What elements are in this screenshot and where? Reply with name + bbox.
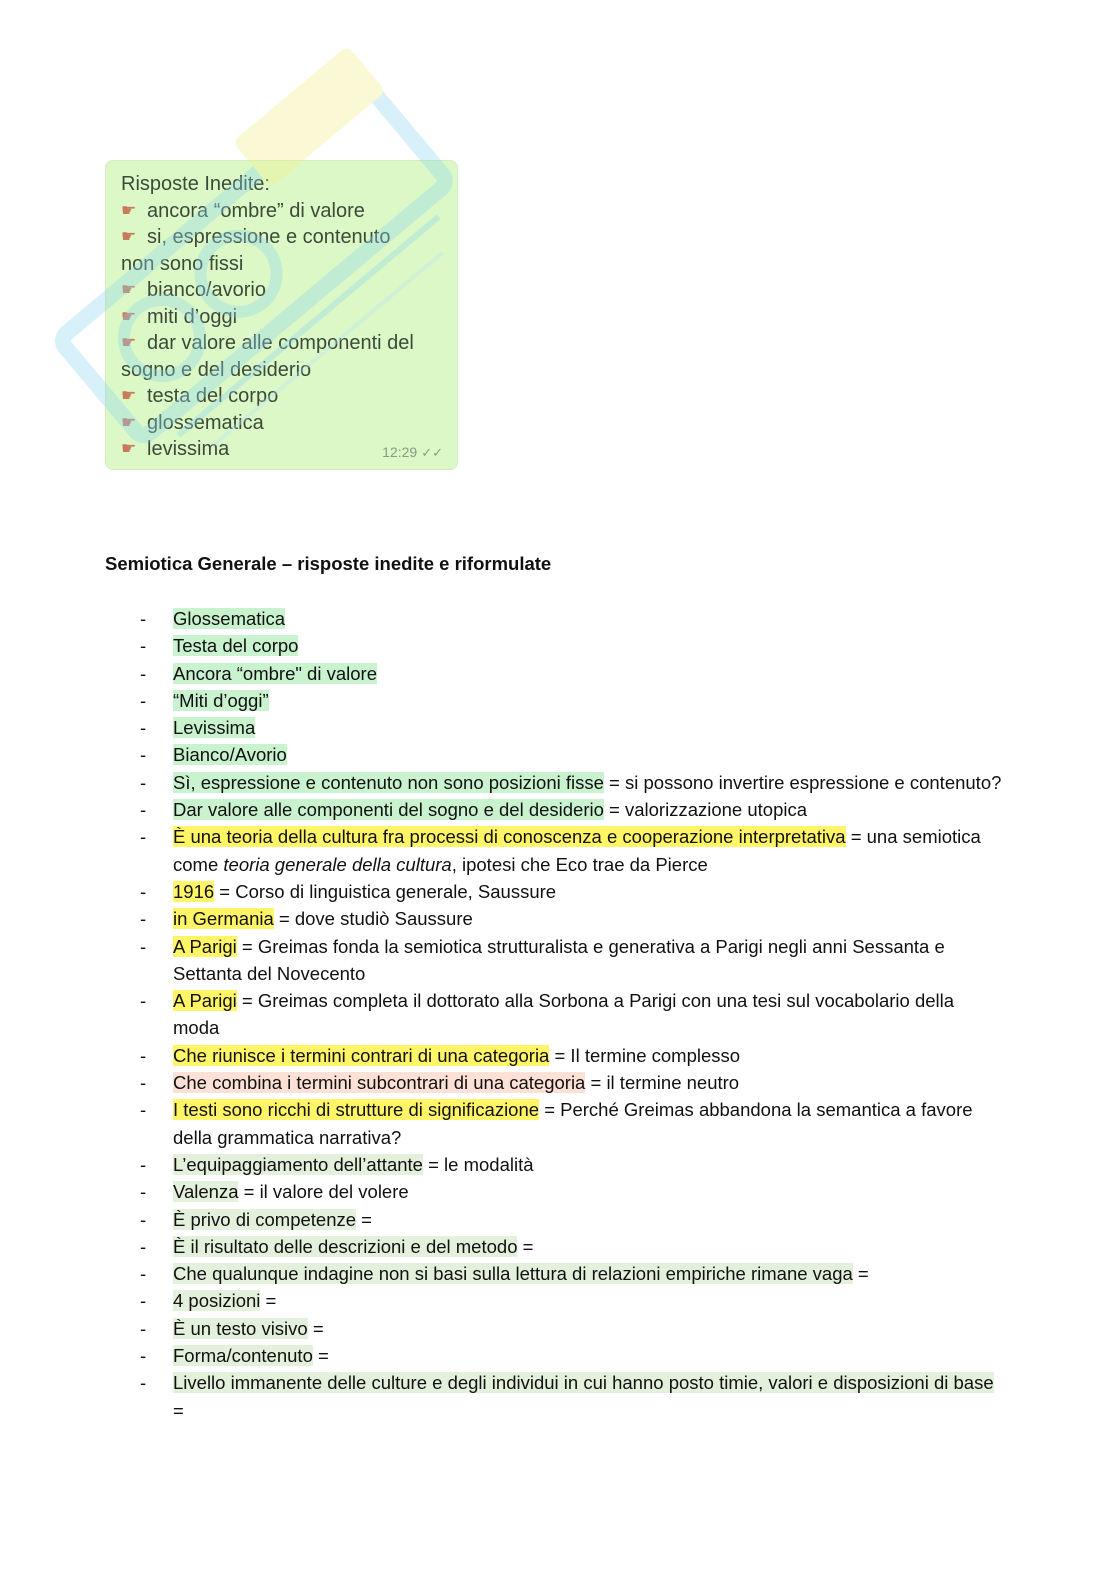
- list-item: [105, 1069, 1005, 1096]
- highlighted-answer: Levissima: [173, 717, 256, 739]
- list-item: [105, 687, 1005, 714]
- pointing-hand-icon: ☛: [121, 333, 137, 352]
- highlighted-answer: Sì, espressione e contenuto non sono posizioni fisse: [173, 771, 604, 793]
- list-bullet: -: [140, 1181, 147, 1203]
- answer-explanation: = il termine neutro: [585, 1072, 740, 1094]
- answer-explanation: =: [260, 1290, 277, 1312]
- pointing-hand-icon: ☛: [121, 280, 137, 299]
- highlighted-answer: 1916: [173, 880, 215, 902]
- pointing-hand-icon: ☛: [121, 227, 137, 246]
- highlighted-answer: Forma/contenuto: [173, 1345, 313, 1367]
- answer-explanation: = dove studiò Saussure: [273, 908, 473, 930]
- answer-explanation: = le modalità: [422, 1153, 534, 1175]
- highlighted-answer: A Parigi: [173, 990, 237, 1012]
- chat-bubble-line-text: bianco/avorio: [147, 279, 266, 301]
- list-item: [105, 1151, 1005, 1178]
- list-item: [105, 1287, 1005, 1314]
- list-item: [105, 823, 1005, 878]
- chat-bubble-line: [121, 304, 443, 331]
- highlighted-answer: Che combina i termini subcontrari di una categoria: [173, 1072, 586, 1094]
- chat-bubble-line-text: sogno e del desiderio: [121, 358, 312, 381]
- highlighted-answer: Che riunisce i termini contrari di una categoria: [173, 1044, 550, 1066]
- list-bullet: -: [140, 1235, 147, 1257]
- chat-bubble-line: [121, 410, 443, 437]
- pointing-hand-icon: ☛: [121, 439, 137, 458]
- list-item: [105, 1342, 1005, 1369]
- list-item: [105, 632, 1005, 659]
- list-item: [105, 769, 1005, 796]
- list-item: [105, 714, 1005, 741]
- highlighted-answer: Glossematica: [173, 608, 286, 629]
- answer-explanation: = Corso di linguistica generale, Saussure: [214, 880, 557, 902]
- pointing-hand-icon: ☛: [121, 386, 137, 405]
- list-item: [105, 741, 1005, 768]
- list-item: [105, 1096, 1005, 1151]
- read-ticks-icon: ✓✓: [421, 445, 443, 460]
- list-bullet: -: [140, 1263, 147, 1285]
- chat-bubble-line: [121, 383, 443, 410]
- highlighted-answer: È il risultato delle descrizioni e del metodo: [173, 1235, 518, 1257]
- chat-bubble-line-text: levissima: [147, 438, 230, 460]
- highlighted-answer: Valenza: [173, 1181, 239, 1203]
- answer-explanation: = si possono invertire espressione e contenuto?: [603, 771, 1002, 793]
- chat-bubble-line-text: testa del corpo: [147, 385, 279, 407]
- highlighted-answer: Testa del corpo: [173, 635, 299, 657]
- answer-list: [105, 605, 1005, 1424]
- highlighted-answer: È un testo visivo: [173, 1317, 308, 1339]
- chat-bubble-line: [121, 357, 443, 384]
- chat-bubble-line: [121, 277, 443, 304]
- highlighted-answer: Ancora “ombre" di valore: [173, 662, 377, 684]
- answer-explanation: = Greimas completa il dottorato alla Sorbona a Parigi con una tesi sul vocabolario della moda: [173, 990, 955, 1039]
- chat-bubble-line-text: ancora “ombre” di valore: [147, 199, 365, 222]
- answer-explanation: =: [517, 1235, 534, 1257]
- answer-explanation: = il valore del volere: [238, 1181, 409, 1203]
- chat-bubble-line-text: non sono fissi: [121, 252, 244, 275]
- list-bullet: -: [140, 662, 147, 684]
- answer-explanation: =: [356, 1208, 372, 1230]
- chat-bubble-line: [121, 198, 443, 225]
- pointing-hand-icon: ☛: [121, 412, 137, 432]
- highlighted-answer: L’equipaggiamento dell’attante: [173, 1153, 423, 1175]
- list-bullet: -: [140, 635, 147, 657]
- list-bullet: -: [140, 744, 147, 766]
- list-item: [105, 1315, 1005, 1342]
- list-item: [105, 1206, 1005, 1233]
- list-bullet: -: [140, 799, 147, 821]
- chat-bubble-line-text: glossematica: [147, 411, 264, 434]
- list-item: [105, 1178, 1005, 1205]
- highlighted-answer: A Parigi: [173, 935, 237, 957]
- chat-bubble-line-text: dar valore alle componenti del: [147, 332, 414, 354]
- list-item: [105, 905, 1005, 932]
- list-bullet: -: [140, 689, 147, 711]
- answer-explanation: =: [173, 1399, 184, 1421]
- chat-bubble-line-text: si, espressione e contenuto: [147, 226, 391, 248]
- list-item: [105, 1260, 1005, 1287]
- pointing-hand-icon: ☛: [121, 306, 137, 326]
- chat-bubble-line: [121, 251, 443, 278]
- list-item: [105, 605, 1005, 632]
- answer-explanation: = Il termine complesso: [549, 1044, 741, 1066]
- pointing-hand-icon: ☛: [121, 200, 137, 220]
- list-bullet: -: [140, 1153, 147, 1175]
- message-time: 12:29 ✓✓: [382, 444, 443, 460]
- list-bullet: -: [140, 1208, 147, 1230]
- list-bullet: -: [140, 826, 147, 848]
- list-bullet: -: [140, 1317, 147, 1339]
- list-item: [105, 796, 1005, 823]
- list-item: [105, 933, 1005, 988]
- highlighted-answer: È privo di competenze: [173, 1208, 357, 1230]
- list-item: [105, 1233, 1005, 1260]
- answer-explanation: =: [312, 1345, 329, 1367]
- chat-bubble-line: [121, 330, 443, 357]
- list-bullet: -: [140, 717, 147, 739]
- list-bullet: -: [140, 1290, 147, 1312]
- highlighted-answer: Livello immanente delle culture e degli individui in cui hanno posto timie, valori e disposizioni di base: [173, 1372, 994, 1394]
- chat-bubble: [105, 160, 458, 470]
- answer-explanation-italic: teoria generale della cultura: [223, 853, 452, 875]
- list-item: [105, 1369, 1005, 1424]
- list-bullet: -: [140, 1044, 147, 1066]
- list-bullet: -: [140, 1345, 147, 1367]
- chat-bubble-title: Risposte Inedite:: [121, 173, 270, 195]
- highlighted-answer: in Germania: [173, 908, 274, 930]
- list-bullet: -: [140, 608, 147, 629]
- list-bullet: -: [140, 880, 147, 902]
- list-bullet: -: [140, 908, 147, 930]
- list-bullet: -: [140, 990, 147, 1012]
- highlighted-answer: “Miti d’oggi”: [173, 689, 269, 711]
- highlighted-answer: 4 posizioni: [173, 1290, 261, 1312]
- answer-explanation-tail: , ipotesi che Eco trae da Pierce: [451, 853, 708, 875]
- highlighted-answer: È una teoria della cultura fra processi di conoscenza e cooperazione interpretativa: [173, 826, 846, 848]
- highlighted-answer: Che qualunque indagine non si basi sulla lettura di relazioni empiriche rimane vaga: [173, 1263, 853, 1285]
- list-bullet: -: [140, 771, 147, 793]
- chat-bubble-line: [121, 224, 443, 251]
- answer-explanation: =: [852, 1263, 869, 1285]
- answer-explanation: = una semiotica come: [173, 826, 981, 875]
- list-bullet: -: [140, 1099, 147, 1121]
- answer-explanation: = Perché Greimas abbandona la semantica a favore della grammatica narrativa?: [173, 1099, 973, 1148]
- list-bullet: -: [140, 935, 147, 957]
- document-heading: Semiotica Generale – risposte inedite e riformulate: [105, 553, 552, 574]
- answer-explanation: =: [307, 1317, 324, 1339]
- highlighted-answer: I testi sono ricchi di strutture di significazione: [173, 1099, 540, 1121]
- answer-explanation: = valorizzazione utopica: [603, 799, 808, 821]
- list-item: [105, 1042, 1005, 1069]
- chat-bubble-line-text: miti d’oggi: [147, 305, 238, 328]
- highlighted-answer: Dar valore alle componenti del sogno e del desiderio: [173, 799, 604, 821]
- list-item: [105, 987, 1005, 1042]
- list-item: [105, 878, 1005, 905]
- answer-explanation: = Greimas fonda la semiotica strutturalista e generativa a Parigi negli anni Sessanta e Settanta del Novecento: [173, 935, 945, 984]
- highlighted-answer: Bianco/Avorio: [173, 744, 287, 766]
- list-item: [105, 660, 1005, 687]
- list-bullet: -: [140, 1072, 147, 1094]
- list-bullet: -: [140, 1372, 147, 1394]
